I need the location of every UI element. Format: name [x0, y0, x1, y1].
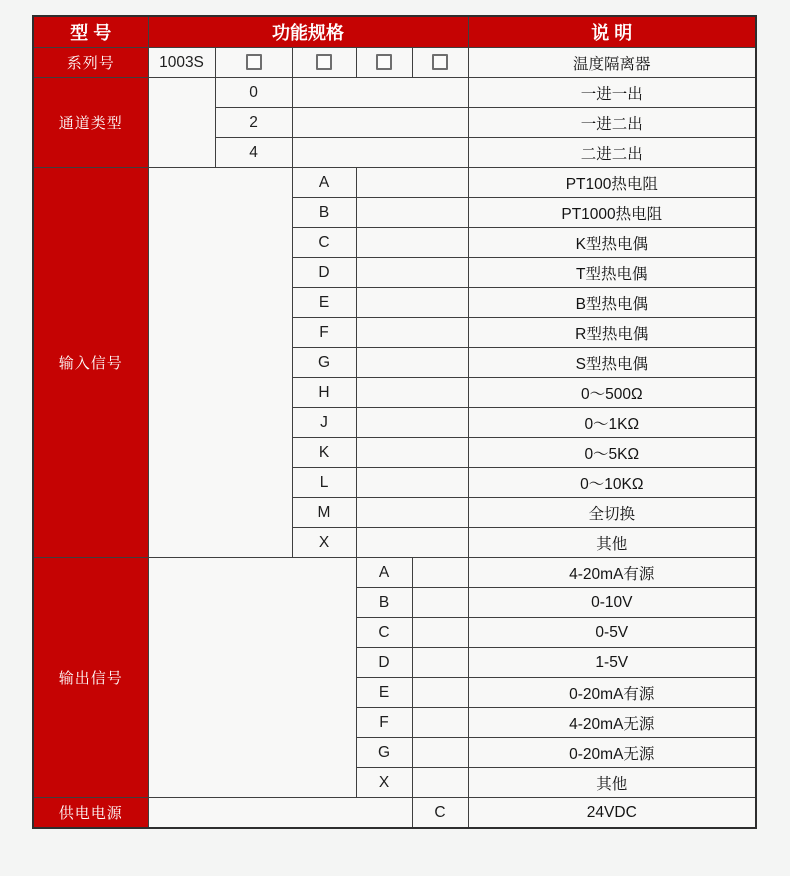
description-cell: K型热电偶 [468, 228, 756, 258]
code-cell: X [356, 768, 412, 798]
model-selection-table [32, 15, 757, 829]
empty-cell [412, 558, 468, 588]
empty-cell [356, 348, 468, 378]
section-label-channel-type: 通道类型 [33, 78, 148, 168]
code-cell: C [412, 798, 468, 829]
code-cell: E [292, 288, 356, 318]
empty-cell [292, 78, 468, 108]
code-cell: K [292, 438, 356, 468]
code-cell: A [292, 168, 356, 198]
checkbox-icon [376, 54, 392, 70]
empty-cell [356, 468, 468, 498]
description-cell: T型热电偶 [468, 258, 756, 288]
empty-cell [356, 168, 468, 198]
empty-cell [148, 798, 412, 829]
description-cell: 其他 [468, 528, 756, 558]
empty-cell [292, 138, 468, 168]
empty-cell [148, 168, 292, 558]
code-cell: F [292, 318, 356, 348]
description-cell: 二进二出 [468, 138, 756, 168]
code-cell: B [292, 198, 356, 228]
code-cell: X [292, 528, 356, 558]
checkbox-cell [292, 48, 356, 78]
empty-cell [356, 498, 468, 528]
code-cell: A [356, 558, 412, 588]
code-cell: G [292, 348, 356, 378]
series-code: 1003S [148, 48, 215, 78]
checkbox-icon [246, 54, 262, 70]
series-row [33, 48, 756, 78]
section-label-output-signal: 输出信号 [33, 558, 148, 798]
description-cell: 一进二出 [468, 108, 756, 138]
description-cell: R型热电偶 [468, 318, 756, 348]
code-cell: 2 [215, 108, 292, 138]
description-cell: 0～1KΩ [468, 408, 756, 438]
code-cell: D [356, 648, 412, 678]
description-cell: 其他 [468, 768, 756, 798]
empty-cell [292, 108, 468, 138]
code-cell: H [292, 378, 356, 408]
description-cell: 0～500Ω [468, 378, 756, 408]
empty-cell [412, 678, 468, 708]
code-cell: M [292, 498, 356, 528]
description-cell: 0-5V [468, 618, 756, 648]
checkbox-icon [316, 54, 332, 70]
description-cell: PT1000热电阻 [468, 198, 756, 228]
code-cell: 0 [215, 78, 292, 108]
header-desc-cell: 说 明 [468, 16, 756, 48]
empty-cell [412, 648, 468, 678]
header-row [33, 16, 756, 48]
checkbox-cell [215, 48, 292, 78]
description-cell: 4-20mA无源 [468, 708, 756, 738]
code-cell: B [356, 588, 412, 618]
description-cell: 4-20mA有源 [468, 558, 756, 588]
description-cell: 全切换 [468, 498, 756, 528]
table-row [33, 78, 756, 108]
section-label-power-supply: 供电电源 [33, 798, 148, 829]
description-cell: 0-20mA无源 [468, 738, 756, 768]
empty-cell [412, 738, 468, 768]
header-spec-cell: 功能规格 [148, 16, 468, 48]
empty-cell [356, 228, 468, 258]
empty-cell [356, 318, 468, 348]
code-cell: E [356, 678, 412, 708]
code-cell: 4 [215, 138, 292, 168]
empty-cell [148, 78, 215, 168]
empty-cell [412, 588, 468, 618]
description-cell: 0-20mA有源 [468, 678, 756, 708]
description-cell: 0～10KΩ [468, 468, 756, 498]
description-cell: PT100热电阻 [468, 168, 756, 198]
description-cell: 24VDC [468, 798, 756, 829]
empty-cell [412, 618, 468, 648]
empty-cell [356, 198, 468, 228]
empty-cell [356, 438, 468, 468]
description-cell: 0～5KΩ [468, 438, 756, 468]
empty-cell [412, 768, 468, 798]
description-cell: S型热电偶 [468, 348, 756, 378]
description-cell: 一进一出 [468, 78, 756, 108]
code-cell: C [292, 228, 356, 258]
empty-cell [356, 528, 468, 558]
table-row [33, 168, 756, 198]
code-cell: F [356, 708, 412, 738]
code-cell: C [356, 618, 412, 648]
empty-cell [356, 408, 468, 438]
table-row [33, 798, 756, 829]
table-row [33, 558, 756, 588]
series-label: 系列号 [33, 48, 148, 78]
empty-cell [412, 708, 468, 738]
checkbox-icon [432, 54, 448, 70]
empty-cell [356, 288, 468, 318]
checkbox-cell [412, 48, 468, 78]
description-cell: 1-5V [468, 648, 756, 678]
code-cell: D [292, 258, 356, 288]
empty-cell [356, 258, 468, 288]
checkbox-cell [356, 48, 412, 78]
description-cell: B型热电偶 [468, 288, 756, 318]
code-cell: G [356, 738, 412, 768]
header-model-cell: 型 号 [33, 16, 148, 48]
code-cell: L [292, 468, 356, 498]
empty-cell [356, 378, 468, 408]
description-cell: 0-10V [468, 588, 756, 618]
section-label-input-signal: 输入信号 [33, 168, 148, 558]
empty-cell [148, 558, 356, 798]
series-description: 温度隔离器 [468, 48, 756, 78]
code-cell: J [292, 408, 356, 438]
